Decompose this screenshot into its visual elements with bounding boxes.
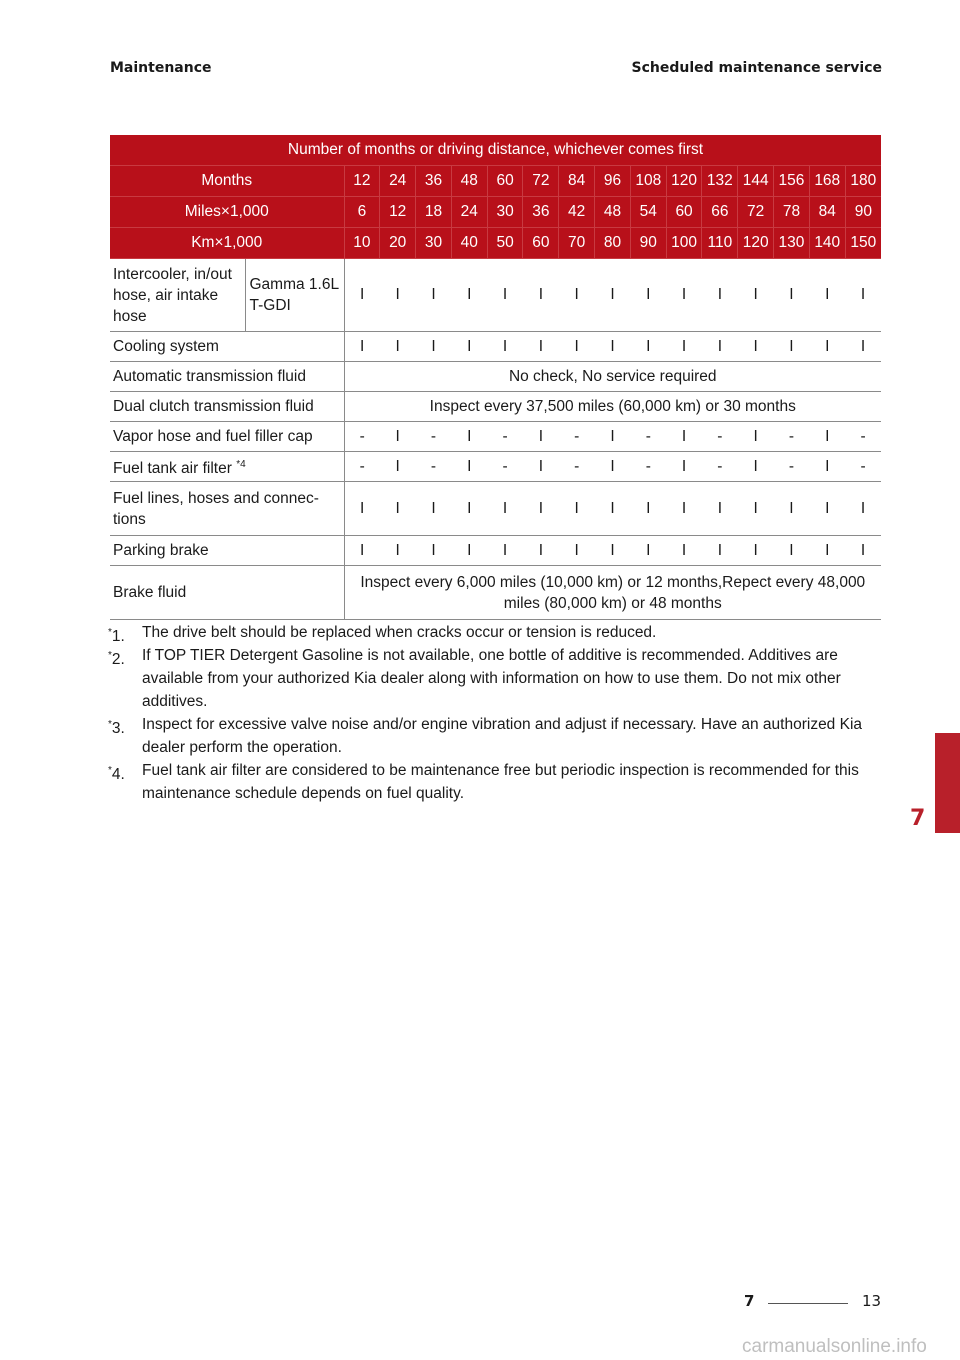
- header-row-label: Months: [110, 166, 344, 197]
- subsection-header: Scheduled maintenance service: [631, 60, 882, 76]
- header-cell: 12: [380, 197, 416, 228]
- row-label: [110, 566, 344, 620]
- table-cell: I: [845, 536, 881, 566]
- header-cell: 50: [487, 228, 523, 259]
- table-cell: I: [630, 536, 666, 566]
- table-row: [110, 452, 881, 482]
- header-row-label: Miles×1,000: [110, 197, 344, 228]
- row-label: [110, 332, 344, 362]
- table-cell: I: [738, 332, 774, 362]
- table-cell: I: [702, 332, 738, 362]
- row-label: [110, 392, 344, 422]
- footnote-text: If TOP TIER Detergent Gasoline is not available, one bottle of additive is recommended. Additives are available from your authorized Kia dealer along with information on how to use them. Do not mix other additives.: [142, 647, 841, 710]
- table-cell: I: [344, 482, 380, 536]
- table-cell: I: [344, 536, 380, 566]
- row-label-text: Cooling system: [113, 338, 219, 355]
- table-cell: I: [809, 332, 845, 362]
- table-cell: I: [595, 332, 631, 362]
- table-cell: I: [416, 259, 452, 332]
- table-cell: I: [702, 482, 738, 536]
- header-cell: 70: [559, 228, 595, 259]
- table-cell: I: [380, 452, 416, 482]
- table-cell: I: [487, 482, 523, 536]
- table-cell: I: [451, 422, 487, 452]
- header-cell: 48: [451, 166, 487, 197]
- table-cell: I: [344, 332, 380, 362]
- table-cell: -: [416, 452, 452, 482]
- table-cell: I: [738, 422, 774, 452]
- table-cell: I: [523, 482, 559, 536]
- row-label-text: Automatic transmission fluid: [113, 368, 306, 385]
- table-cell: I: [595, 259, 631, 332]
- section-header: Maintenance: [110, 60, 212, 76]
- table-cell: -: [774, 452, 810, 482]
- table-cell: I: [738, 536, 774, 566]
- table-cell: -: [487, 422, 523, 452]
- header-row-label: Km×1,000: [110, 228, 344, 259]
- row-label: [110, 536, 344, 566]
- footnote-ref: *4: [236, 458, 246, 470]
- header-cell: 132: [702, 166, 738, 197]
- header-row: [110, 166, 881, 197]
- row-label-text: Brake fluid: [113, 584, 187, 601]
- table-cell: I: [738, 259, 774, 332]
- table-cell: I: [666, 452, 702, 482]
- header-cell: 84: [559, 166, 595, 197]
- table-cell: I: [523, 332, 559, 362]
- table-cell: I: [666, 482, 702, 536]
- table-cell: I: [451, 536, 487, 566]
- table-cell: I: [451, 482, 487, 536]
- table-cell: I: [702, 259, 738, 332]
- table-cell: I: [380, 259, 416, 332]
- table-cell: I: [666, 536, 702, 566]
- row-label: [110, 422, 344, 452]
- header-cell: 80: [595, 228, 631, 259]
- table-cell: I: [595, 536, 631, 566]
- table-cell: I: [559, 536, 595, 566]
- table-cell: -: [559, 422, 595, 452]
- table-cell: I: [487, 332, 523, 362]
- table-cell: -: [559, 452, 595, 482]
- footnote-text: The drive belt should be replaced when cracks occur or tension is reduced.: [142, 624, 657, 641]
- row-span-value: Inspect every 37,500 miles (60,000 km) or 30 months: [344, 392, 881, 422]
- table-row: [110, 259, 881, 332]
- table-cell: -: [487, 452, 523, 482]
- table-row: [110, 362, 881, 392]
- table-cell: I: [595, 452, 631, 482]
- table-row: [110, 482, 881, 536]
- row-label-text: Fuel tank air filter: [113, 460, 237, 478]
- header-row: [110, 228, 881, 259]
- footnote-star: *: [108, 627, 112, 638]
- table-cell: I: [845, 482, 881, 536]
- table-cell: -: [630, 452, 666, 482]
- header-cell: 66: [702, 197, 738, 228]
- table-cell: I: [774, 332, 810, 362]
- table-cell: I: [344, 259, 380, 332]
- header-cell: 72: [523, 166, 559, 197]
- header-cell: 54: [630, 197, 666, 228]
- footnote-number: 3.: [111, 720, 125, 738]
- table-cell: I: [416, 482, 452, 536]
- table-cell: I: [380, 422, 416, 452]
- row-label-text: Intercooler, in/out hose, air intake hose: [113, 265, 232, 325]
- row-span-value: No check, No service required: [344, 362, 881, 392]
- header-cell: 30: [487, 197, 523, 228]
- header-cell: 48: [595, 197, 631, 228]
- header-cell: 18: [416, 197, 452, 228]
- footnote-marker: [108, 713, 125, 740]
- header-cell: 40: [451, 228, 487, 259]
- table-cell: -: [845, 452, 881, 482]
- row-label-text: Vapor hose and fuel filler cap: [113, 428, 313, 445]
- row-sublabel: Gamma 1.6L T-GDI: [245, 259, 344, 332]
- table-cell: -: [344, 422, 380, 452]
- header-cell: 36: [523, 197, 559, 228]
- header-cell: 110: [702, 228, 738, 259]
- table-cell: I: [774, 536, 810, 566]
- table-cell: I: [595, 482, 631, 536]
- schedule-table-body: [110, 135, 881, 620]
- footnote: [108, 644, 878, 713]
- footnote-number: 2.: [111, 651, 125, 669]
- header-cell: 20: [380, 228, 416, 259]
- row-label-text: Parking brake: [113, 542, 209, 559]
- footer-page-number: 13: [862, 1292, 882, 1310]
- table-cell: I: [559, 332, 595, 362]
- table-cell: I: [630, 259, 666, 332]
- row-label: [110, 259, 245, 332]
- table-cell: -: [344, 452, 380, 482]
- table-cell: I: [774, 482, 810, 536]
- header-cell: 42: [559, 197, 595, 228]
- table-title-row: [110, 135, 881, 166]
- table-cell: -: [416, 422, 452, 452]
- header-cell: 36: [416, 166, 452, 197]
- header-row: [110, 197, 881, 228]
- table-cell: I: [523, 452, 559, 482]
- table-cell: I: [809, 452, 845, 482]
- footer-chapter: 7: [744, 1292, 755, 1310]
- table-cell: -: [845, 422, 881, 452]
- table-row: [110, 392, 881, 422]
- table-cell: I: [451, 452, 487, 482]
- header-cell: 120: [666, 166, 702, 197]
- table-cell: I: [559, 482, 595, 536]
- table-cell: -: [630, 422, 666, 452]
- row-label-text: Dual clutch transmission fluid: [113, 398, 314, 415]
- table-cell: I: [630, 482, 666, 536]
- table-cell: I: [451, 259, 487, 332]
- header-cell: 150: [845, 228, 881, 259]
- table-cell: I: [416, 332, 452, 362]
- row-label: [110, 452, 344, 482]
- table-cell: I: [809, 422, 845, 452]
- header-cell: 180: [845, 166, 881, 197]
- row-label-text: Fuel lines, hoses and connec- tions: [113, 489, 319, 528]
- table-cell: I: [523, 536, 559, 566]
- table-cell: I: [595, 422, 631, 452]
- table-cell: I: [845, 259, 881, 332]
- header-cell: 140: [809, 228, 845, 259]
- table-cell: I: [380, 332, 416, 362]
- header-cell: 72: [738, 197, 774, 228]
- table-cell: -: [702, 422, 738, 452]
- table-cell: I: [666, 422, 702, 452]
- header-cell: 120: [738, 228, 774, 259]
- header-cell: 84: [809, 197, 845, 228]
- header-cell: 90: [845, 197, 881, 228]
- table-cell: I: [738, 482, 774, 536]
- table-cell: I: [774, 259, 810, 332]
- table-cell: I: [809, 259, 845, 332]
- table-cell: I: [559, 259, 595, 332]
- header-cell: 6: [344, 197, 380, 228]
- footnote: [108, 713, 878, 759]
- header-cell: 24: [380, 166, 416, 197]
- footnote-text: Fuel tank air filter are considered to be maintenance free but periodic inspection is recommended for this maintenance schedule depends on fuel quality.: [142, 762, 859, 802]
- table-title: Number of months or driving distance, whichever comes first: [110, 135, 881, 166]
- footnote-star: *: [108, 765, 112, 776]
- chapter-tab: [935, 733, 960, 833]
- header-cell: 60: [487, 166, 523, 197]
- header-cell: 96: [595, 166, 631, 197]
- header-cell: 156: [774, 166, 810, 197]
- footnotes: [108, 621, 878, 805]
- header-cell: 168: [809, 166, 845, 197]
- table-row: [110, 566, 881, 620]
- table-row: [110, 536, 881, 566]
- maintenance-schedule-table: [110, 135, 881, 620]
- table-cell: I: [845, 332, 881, 362]
- header-cell: 60: [666, 197, 702, 228]
- footnote-star: *: [108, 650, 112, 661]
- header-cell: 130: [774, 228, 810, 259]
- table-cell: I: [630, 332, 666, 362]
- footnote-marker: [108, 644, 125, 671]
- footnote-marker: [108, 759, 125, 786]
- header-cell: 24: [451, 197, 487, 228]
- table-cell: I: [738, 452, 774, 482]
- table-cell: -: [702, 452, 738, 482]
- header-cell: 90: [630, 228, 666, 259]
- table-cell: I: [523, 422, 559, 452]
- footer-divider: [768, 1303, 848, 1304]
- table-cell: I: [380, 482, 416, 536]
- table-cell: I: [487, 259, 523, 332]
- row-span-value: Inspect every 6,000 miles (10,000 km) or 12 months,Repect every 48,000 miles (80,000 km) or 48 months: [344, 566, 881, 620]
- chapter-tab-number: 7: [910, 806, 926, 831]
- header-cell: 144: [738, 166, 774, 197]
- footnote: [108, 621, 878, 644]
- table-cell: I: [702, 536, 738, 566]
- header-cell: 100: [666, 228, 702, 259]
- footnote-number: 1.: [111, 628, 125, 646]
- table-cell: I: [380, 536, 416, 566]
- table-cell: I: [666, 259, 702, 332]
- watermark: carmanualsonline.info: [742, 1336, 927, 1357]
- table-cell: I: [809, 482, 845, 536]
- header-cell: 60: [523, 228, 559, 259]
- table-cell: I: [523, 259, 559, 332]
- table-cell: I: [666, 332, 702, 362]
- table-cell: I: [451, 332, 487, 362]
- table-cell: I: [809, 536, 845, 566]
- row-label: [110, 482, 344, 536]
- footnote-number: 4.: [111, 766, 125, 784]
- header-cell: 108: [630, 166, 666, 197]
- header-cell: 78: [774, 197, 810, 228]
- table-row: [110, 422, 881, 452]
- table-row: [110, 332, 881, 362]
- footnote-text: Inspect for excessive valve noise and/or engine vibration and adjust if necessary. Have an authorized Kia dealer perform the operation.: [142, 716, 863, 756]
- row-label: [110, 362, 344, 392]
- footnote-star: *: [108, 719, 112, 730]
- table-cell: -: [774, 422, 810, 452]
- header-cell: 30: [416, 228, 452, 259]
- footnote: [108, 759, 878, 805]
- header-cell: 12: [344, 166, 380, 197]
- table-cell: I: [416, 536, 452, 566]
- table-cell: I: [487, 536, 523, 566]
- header-cell: 10: [344, 228, 380, 259]
